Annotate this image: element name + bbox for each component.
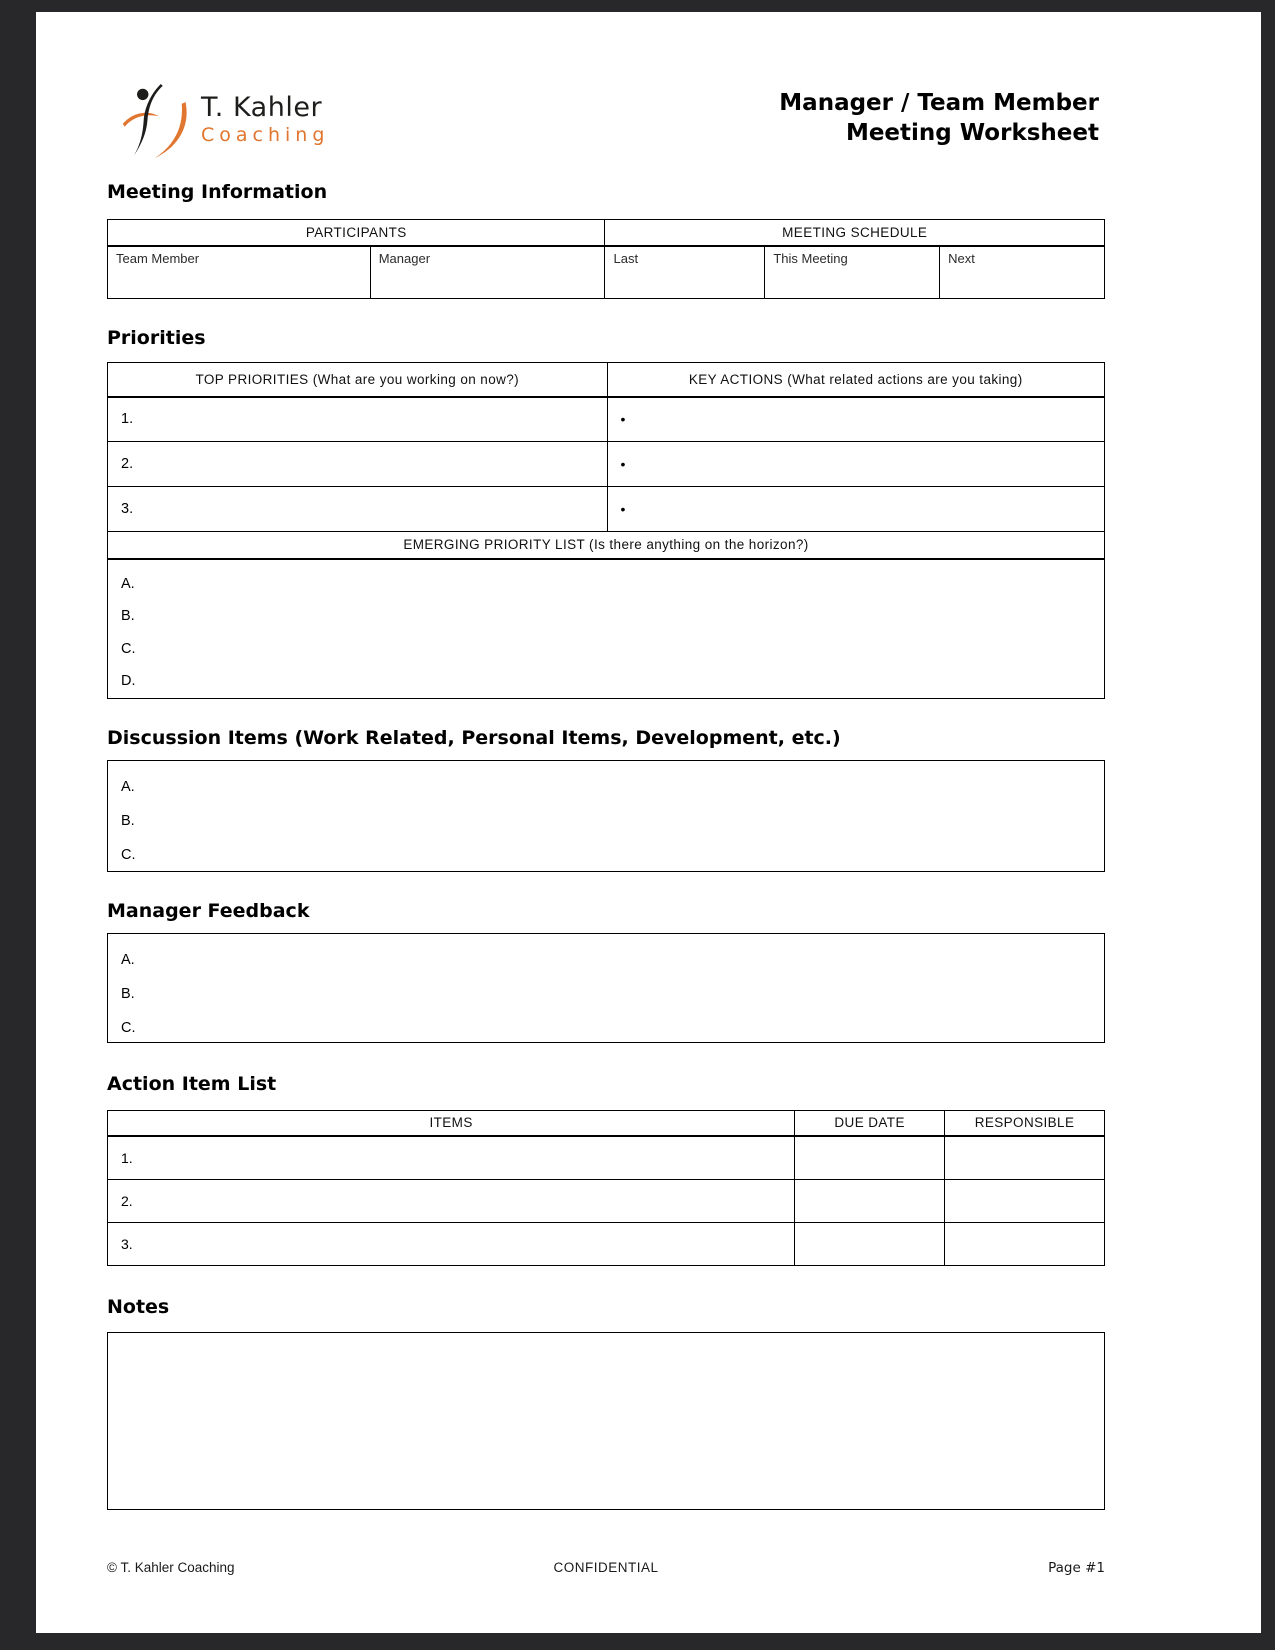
page-header	[107, 12, 1105, 159]
this-meeting-field: This Meeting	[765, 246, 940, 299]
logo-figure-icon	[119, 83, 195, 159]
notes-heading: Notes	[107, 1295, 170, 1318]
logo-text	[201, 83, 329, 147]
team-member-field: Team Member	[108, 246, 371, 299]
key-action-bullet: •	[607, 487, 1105, 532]
due-date-column-header: DUE DATE	[795, 1110, 945, 1136]
emerging-item-b: B.	[121, 608, 135, 624]
next-meeting-field: Next	[940, 246, 1105, 299]
meeting-schedule-header: MEETING SCHEDULE	[605, 220, 1105, 246]
key-action-bullet: •	[607, 397, 1105, 442]
action-item-table	[107, 1110, 1105, 1266]
due-date-cell	[795, 1136, 945, 1179]
action-item-row-2	[108, 1179, 1105, 1222]
manager-feedback-heading: Manager Feedback	[107, 899, 310, 922]
discussion-item-a: A.	[121, 778, 135, 795]
footer-page-number: Page #1	[1048, 1559, 1105, 1576]
document-title	[779, 88, 1105, 148]
action-item-number: 2.	[108, 1179, 795, 1222]
emerging-item-d: D.	[121, 673, 136, 689]
responsible-cell	[945, 1136, 1105, 1179]
feedback-item-b: B.	[121, 985, 135, 1002]
action-item-row-3	[108, 1222, 1105, 1265]
emerging-item-c: C.	[121, 640, 136, 657]
priority-row-2	[108, 442, 1105, 487]
discussion-items-heading: Discussion Items (Work Related, Personal Items, Development, etc.)	[107, 726, 841, 749]
top-priorities-column-header: TOP PRIORITIES (What are you working on now?)	[108, 363, 608, 397]
footer-confidential-label: CONFIDENTIAL	[553, 1559, 659, 1575]
company-logo	[119, 83, 329, 159]
logo-company-name: T. Kahler	[201, 92, 323, 123]
footer-copyright: © T. Kahler Coaching	[107, 1559, 235, 1575]
priorities-heading: Priorities	[107, 327, 206, 349]
action-item-list-heading: Action Item List	[107, 1072, 277, 1095]
priority-row-3	[108, 487, 1105, 532]
priority-number: 3.	[108, 487, 608, 532]
logo-company-subtitle: Coaching	[201, 124, 330, 146]
due-date-cell	[795, 1179, 945, 1222]
priority-number: 1.	[108, 397, 608, 442]
responsible-cell	[945, 1222, 1105, 1265]
meeting-information-heading: Meeting Information	[107, 181, 328, 203]
last-meeting-field: Last	[605, 246, 765, 299]
discussion-item-b: B.	[121, 812, 135, 829]
responsible-column-header: RESPONSIBLE	[945, 1110, 1105, 1136]
items-column-header: ITEMS	[108, 1110, 795, 1136]
priority-row-1	[108, 397, 1105, 442]
action-item-number: 1.	[108, 1136, 795, 1179]
manager-field: Manager	[370, 246, 605, 299]
notes-box	[107, 1332, 1105, 1510]
emerging-item-a: A.	[121, 575, 135, 592]
manager-feedback-box	[107, 933, 1105, 1043]
feedback-item-c: C.	[121, 1019, 136, 1036]
emerging-priority-list-body	[108, 559, 1105, 699]
participants-header: PARTICIPANTS	[108, 220, 605, 246]
priority-number: 2.	[108, 442, 608, 487]
key-actions-column-header: KEY ACTIONS (What related actions are you taking)	[607, 363, 1105, 397]
meeting-information-table	[107, 219, 1105, 299]
worksheet-page	[36, 12, 1261, 1633]
page-footer	[107, 1560, 1105, 1580]
discussion-items-box	[107, 760, 1105, 872]
document-title-line1: Manager / Team Member	[779, 90, 1099, 116]
document-title-line2: Meeting Worksheet	[845, 120, 1099, 146]
responsible-cell	[945, 1179, 1105, 1222]
key-action-bullet: •	[607, 442, 1105, 487]
emerging-priority-list-header: EMERGING PRIORITY LIST (Is there anything on the horizon?)	[108, 532, 1105, 559]
feedback-item-a: A.	[121, 951, 135, 968]
due-date-cell	[795, 1222, 945, 1265]
discussion-item-c: C.	[121, 846, 136, 863]
action-item-number: 3.	[108, 1222, 795, 1265]
action-item-row-1	[108, 1136, 1105, 1179]
priorities-table	[107, 362, 1105, 699]
